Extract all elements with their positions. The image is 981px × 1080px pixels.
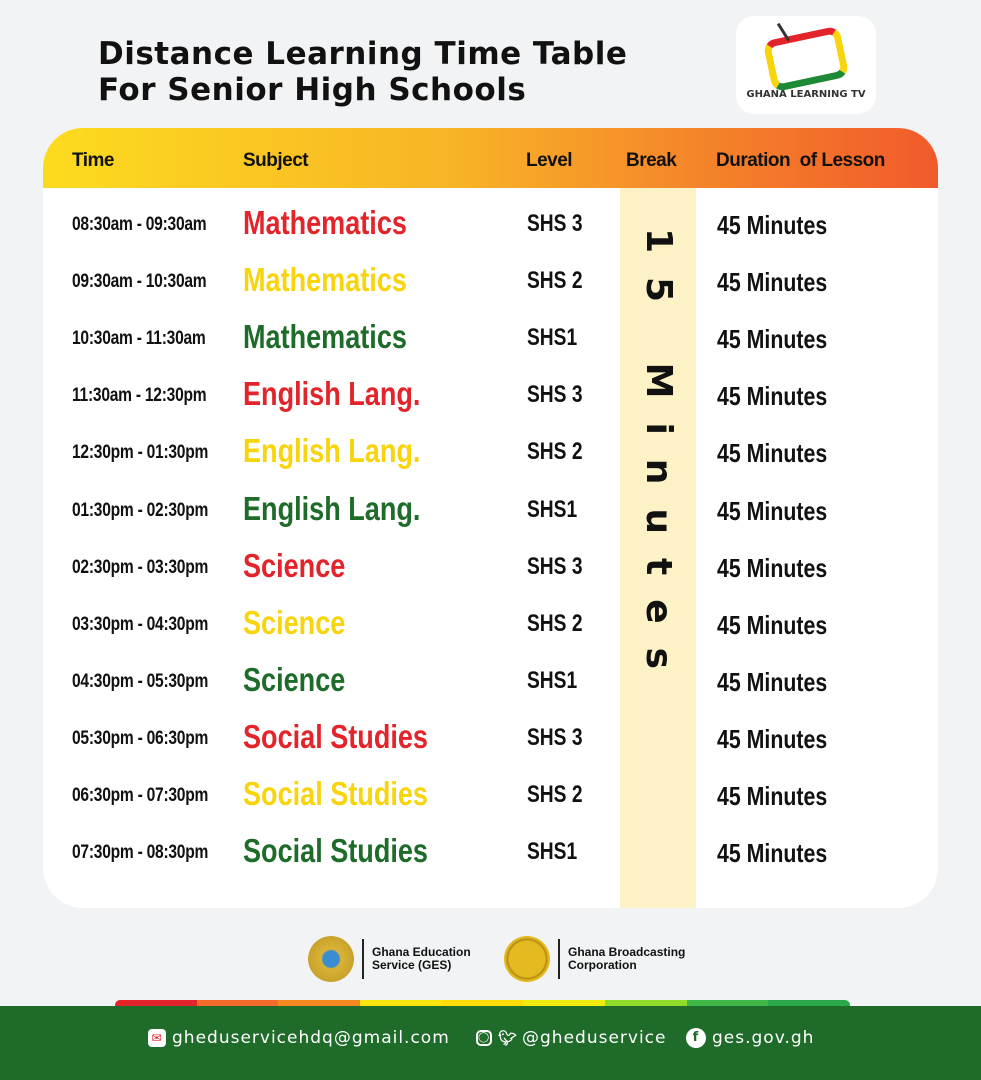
row-time: 04:30pm - 05:30pm — [72, 670, 209, 692]
instagram-icon[interactable]: ◯ — [476, 1030, 492, 1046]
table-row — [43, 428, 938, 478]
table-row — [43, 200, 938, 250]
title-line-2: For Senior High Schools — [98, 72, 527, 108]
website-text[interactable]: ges.gov.gh — [712, 1028, 815, 1048]
row-time: 07:30pm - 08:30pm — [72, 842, 209, 864]
email-text[interactable]: gheduservicehdq@gmail.com — [172, 1028, 450, 1048]
row-subject: English Lang. — [243, 489, 421, 527]
row-duration: 45 Minutes — [717, 781, 828, 811]
row-duration: 45 Minutes — [717, 838, 828, 869]
row-time: 05:30pm - 06:30pm — [72, 727, 209, 749]
row-level: SHS 3 — [527, 723, 583, 751]
row-level: SHS 3 — [527, 381, 583, 409]
ghana-learning-tv-logo — [736, 16, 876, 114]
table-row — [43, 486, 938, 536]
row-time: 10:30am - 11:30am — [72, 328, 206, 350]
row-duration: 45 Minutes — [717, 666, 828, 697]
table-row — [43, 371, 938, 421]
row-subject: Social Studies — [243, 717, 428, 755]
header-level: Level — [526, 150, 573, 171]
row-subject: English Lang. — [243, 375, 421, 413]
row-time: 02:30pm - 03:30pm — [72, 556, 209, 578]
table-header — [43, 128, 938, 188]
mail-icon: ✉ — [148, 1029, 166, 1047]
table-row — [43, 543, 938, 593]
row-level: SHS1 — [527, 666, 578, 694]
partner-ges — [308, 936, 476, 982]
timetable — [43, 128, 938, 908]
header-time: Time — [72, 150, 115, 171]
partner-gbc — [504, 936, 698, 982]
footer-email[interactable] — [148, 1028, 450, 1048]
table-row — [43, 714, 938, 764]
tv-icon — [762, 25, 849, 92]
page-title — [98, 36, 627, 108]
row-duration: 45 Minutes — [717, 324, 828, 355]
row-time: 08:30am - 09:30am — [72, 214, 207, 235]
row-level: SHS 2 — [527, 781, 583, 808]
row-level: SHS 3 — [527, 210, 583, 237]
row-level: SHS 3 — [527, 552, 583, 580]
row-level: SHS 2 — [527, 438, 583, 466]
row-time: 01:30pm - 02:30pm — [72, 499, 209, 521]
footer-social[interactable] — [476, 1028, 666, 1048]
table-row — [43, 771, 938, 821]
row-time: 11:30am - 12:30pm — [72, 385, 207, 407]
footer-website[interactable] — [686, 1028, 814, 1048]
row-time: 03:30pm - 04:30pm — [72, 613, 209, 635]
row-level: SHS1 — [527, 324, 578, 352]
row-duration: 45 Minutes — [717, 609, 828, 640]
row-level: SHS 2 — [527, 609, 583, 637]
divider — [362, 939, 364, 979]
row-subject: Social Studies — [243, 832, 428, 870]
row-subject: English Lang. — [243, 432, 421, 470]
partner-name: Ghana Education Service (GES) — [372, 945, 471, 972]
row-duration: 45 Minutes — [717, 438, 828, 469]
row-time: 09:30am - 10:30am — [72, 271, 207, 293]
row-subject: Mathematics — [243, 261, 407, 299]
table-row — [43, 314, 938, 364]
row-subject: Science — [243, 546, 346, 584]
row-subject: Social Studies — [243, 775, 428, 812]
row-level: SHS1 — [527, 838, 578, 866]
row-duration: 45 Minutes — [717, 381, 828, 412]
social-handle[interactable]: @gheduservice — [522, 1028, 667, 1048]
row-time: 06:30pm - 07:30pm — [72, 785, 209, 806]
row-subject: Mathematics — [243, 318, 407, 356]
footer — [0, 1006, 981, 1080]
logo-text: GHANA LEARNING TV — [746, 89, 866, 100]
row-subject: Science — [243, 603, 346, 641]
row-subject: Mathematics — [243, 204, 407, 241]
title-line-1: Distance Learning Time Table — [98, 36, 628, 72]
row-subject: Science — [243, 660, 346, 698]
row-duration: 45 Minutes — [717, 723, 828, 754]
table-row — [43, 657, 938, 707]
facebook-icon[interactable]: f — [686, 1028, 706, 1048]
twitter-icon[interactable]: 🐦︎ — [498, 1029, 519, 1047]
row-duration: 45 Minutes — [717, 495, 828, 526]
row-level: SHS1 — [527, 495, 578, 523]
header-subject: Subject — [243, 150, 309, 171]
row-duration: 45 Minutes — [717, 267, 828, 298]
partner-name: Ghana Broadcasting Corporation — [568, 945, 686, 972]
row-duration: 45 Minutes — [717, 552, 828, 583]
row-level: SHS 2 — [527, 267, 583, 295]
row-time: 12:30pm - 01:30pm — [72, 442, 209, 464]
table-row — [43, 828, 938, 878]
ghana-coat-of-arms-icon — [308, 936, 354, 982]
row-duration: 45 Minutes — [717, 210, 828, 240]
header-duration: Duration of Lesson — [716, 150, 885, 171]
break-duration: 15 Minutes — [638, 228, 679, 694]
gbc-seal-icon — [504, 936, 550, 982]
divider — [558, 939, 560, 979]
table-row — [43, 600, 938, 650]
table-row — [43, 257, 938, 307]
header-break: Break — [626, 150, 677, 171]
